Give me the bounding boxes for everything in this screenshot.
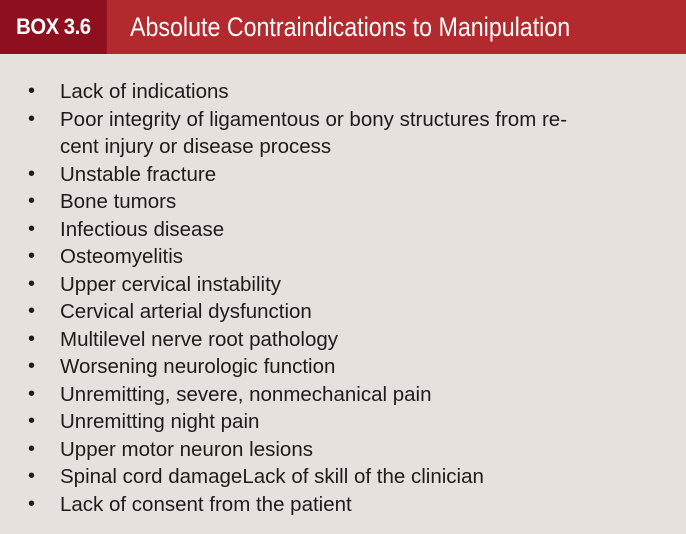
box-title: Absolute Contraindications to Manipulation xyxy=(130,12,571,42)
list-item xyxy=(0,271,660,299)
list-item xyxy=(0,353,660,381)
bullet-icon: • xyxy=(28,272,36,295)
list-item-text: Unremitting night pain xyxy=(60,410,260,433)
bullet-icon: • xyxy=(28,465,36,487)
box-number-label: BOX 3.6 xyxy=(0,0,107,54)
list-item-text: Cervical arterial dysfunction xyxy=(60,300,312,323)
list-item xyxy=(0,381,660,409)
list-item xyxy=(0,436,660,464)
list-item-text: Unremitting, severe, nonmechanical pain xyxy=(60,382,432,406)
bullet-icon: • xyxy=(28,162,36,185)
bullet-icon: • xyxy=(28,492,36,515)
box-header xyxy=(0,0,686,54)
list-item xyxy=(0,326,660,354)
list-item-text: Multilevel nerve root pathology xyxy=(60,327,339,351)
list-item-text: Unstable fracture xyxy=(60,162,217,186)
bullet-icon: • xyxy=(28,410,36,432)
contraindications-list xyxy=(0,78,660,518)
list-item-text: Bone tumors xyxy=(60,190,177,213)
list-item-text: Spinal cord damageLack of skill of the clinician xyxy=(60,465,484,488)
list-item-text: Poor integrity of ligamentous or bony structures from re- cent injury or disease process xyxy=(60,107,568,158)
list-item xyxy=(0,408,660,436)
bullet-icon: • xyxy=(28,217,36,240)
bullet-icon: • xyxy=(28,437,36,460)
list-item xyxy=(0,463,660,491)
list-item xyxy=(0,216,660,244)
list-item-text: Upper motor neuron lesions xyxy=(60,437,313,461)
list-item-text: Infectious disease xyxy=(60,217,225,241)
list-item-text: Worsening neurologic function xyxy=(60,355,336,378)
bullet-icon: • xyxy=(28,190,36,212)
list-item xyxy=(0,298,660,326)
list-item xyxy=(0,243,660,271)
bullet-icon: • xyxy=(28,382,36,405)
list-item xyxy=(0,78,660,106)
bullet-icon: • xyxy=(28,300,36,322)
list-item-text: Osteomyelitis xyxy=(60,245,184,268)
list-item-text: Lack of indications xyxy=(60,80,229,103)
bullet-icon: • xyxy=(28,107,36,130)
bullet-icon: • xyxy=(28,355,36,377)
bullet-icon: • xyxy=(28,327,36,350)
list-item xyxy=(0,161,660,189)
list-item xyxy=(0,188,660,216)
list-item xyxy=(0,106,660,161)
list-item xyxy=(0,491,660,519)
bullet-icon: • xyxy=(28,245,36,267)
list-item-text: Lack of consent from the patient xyxy=(60,492,352,516)
bullet-icon: • xyxy=(28,80,36,102)
list-item-text: Upper cervical instability xyxy=(60,272,282,296)
